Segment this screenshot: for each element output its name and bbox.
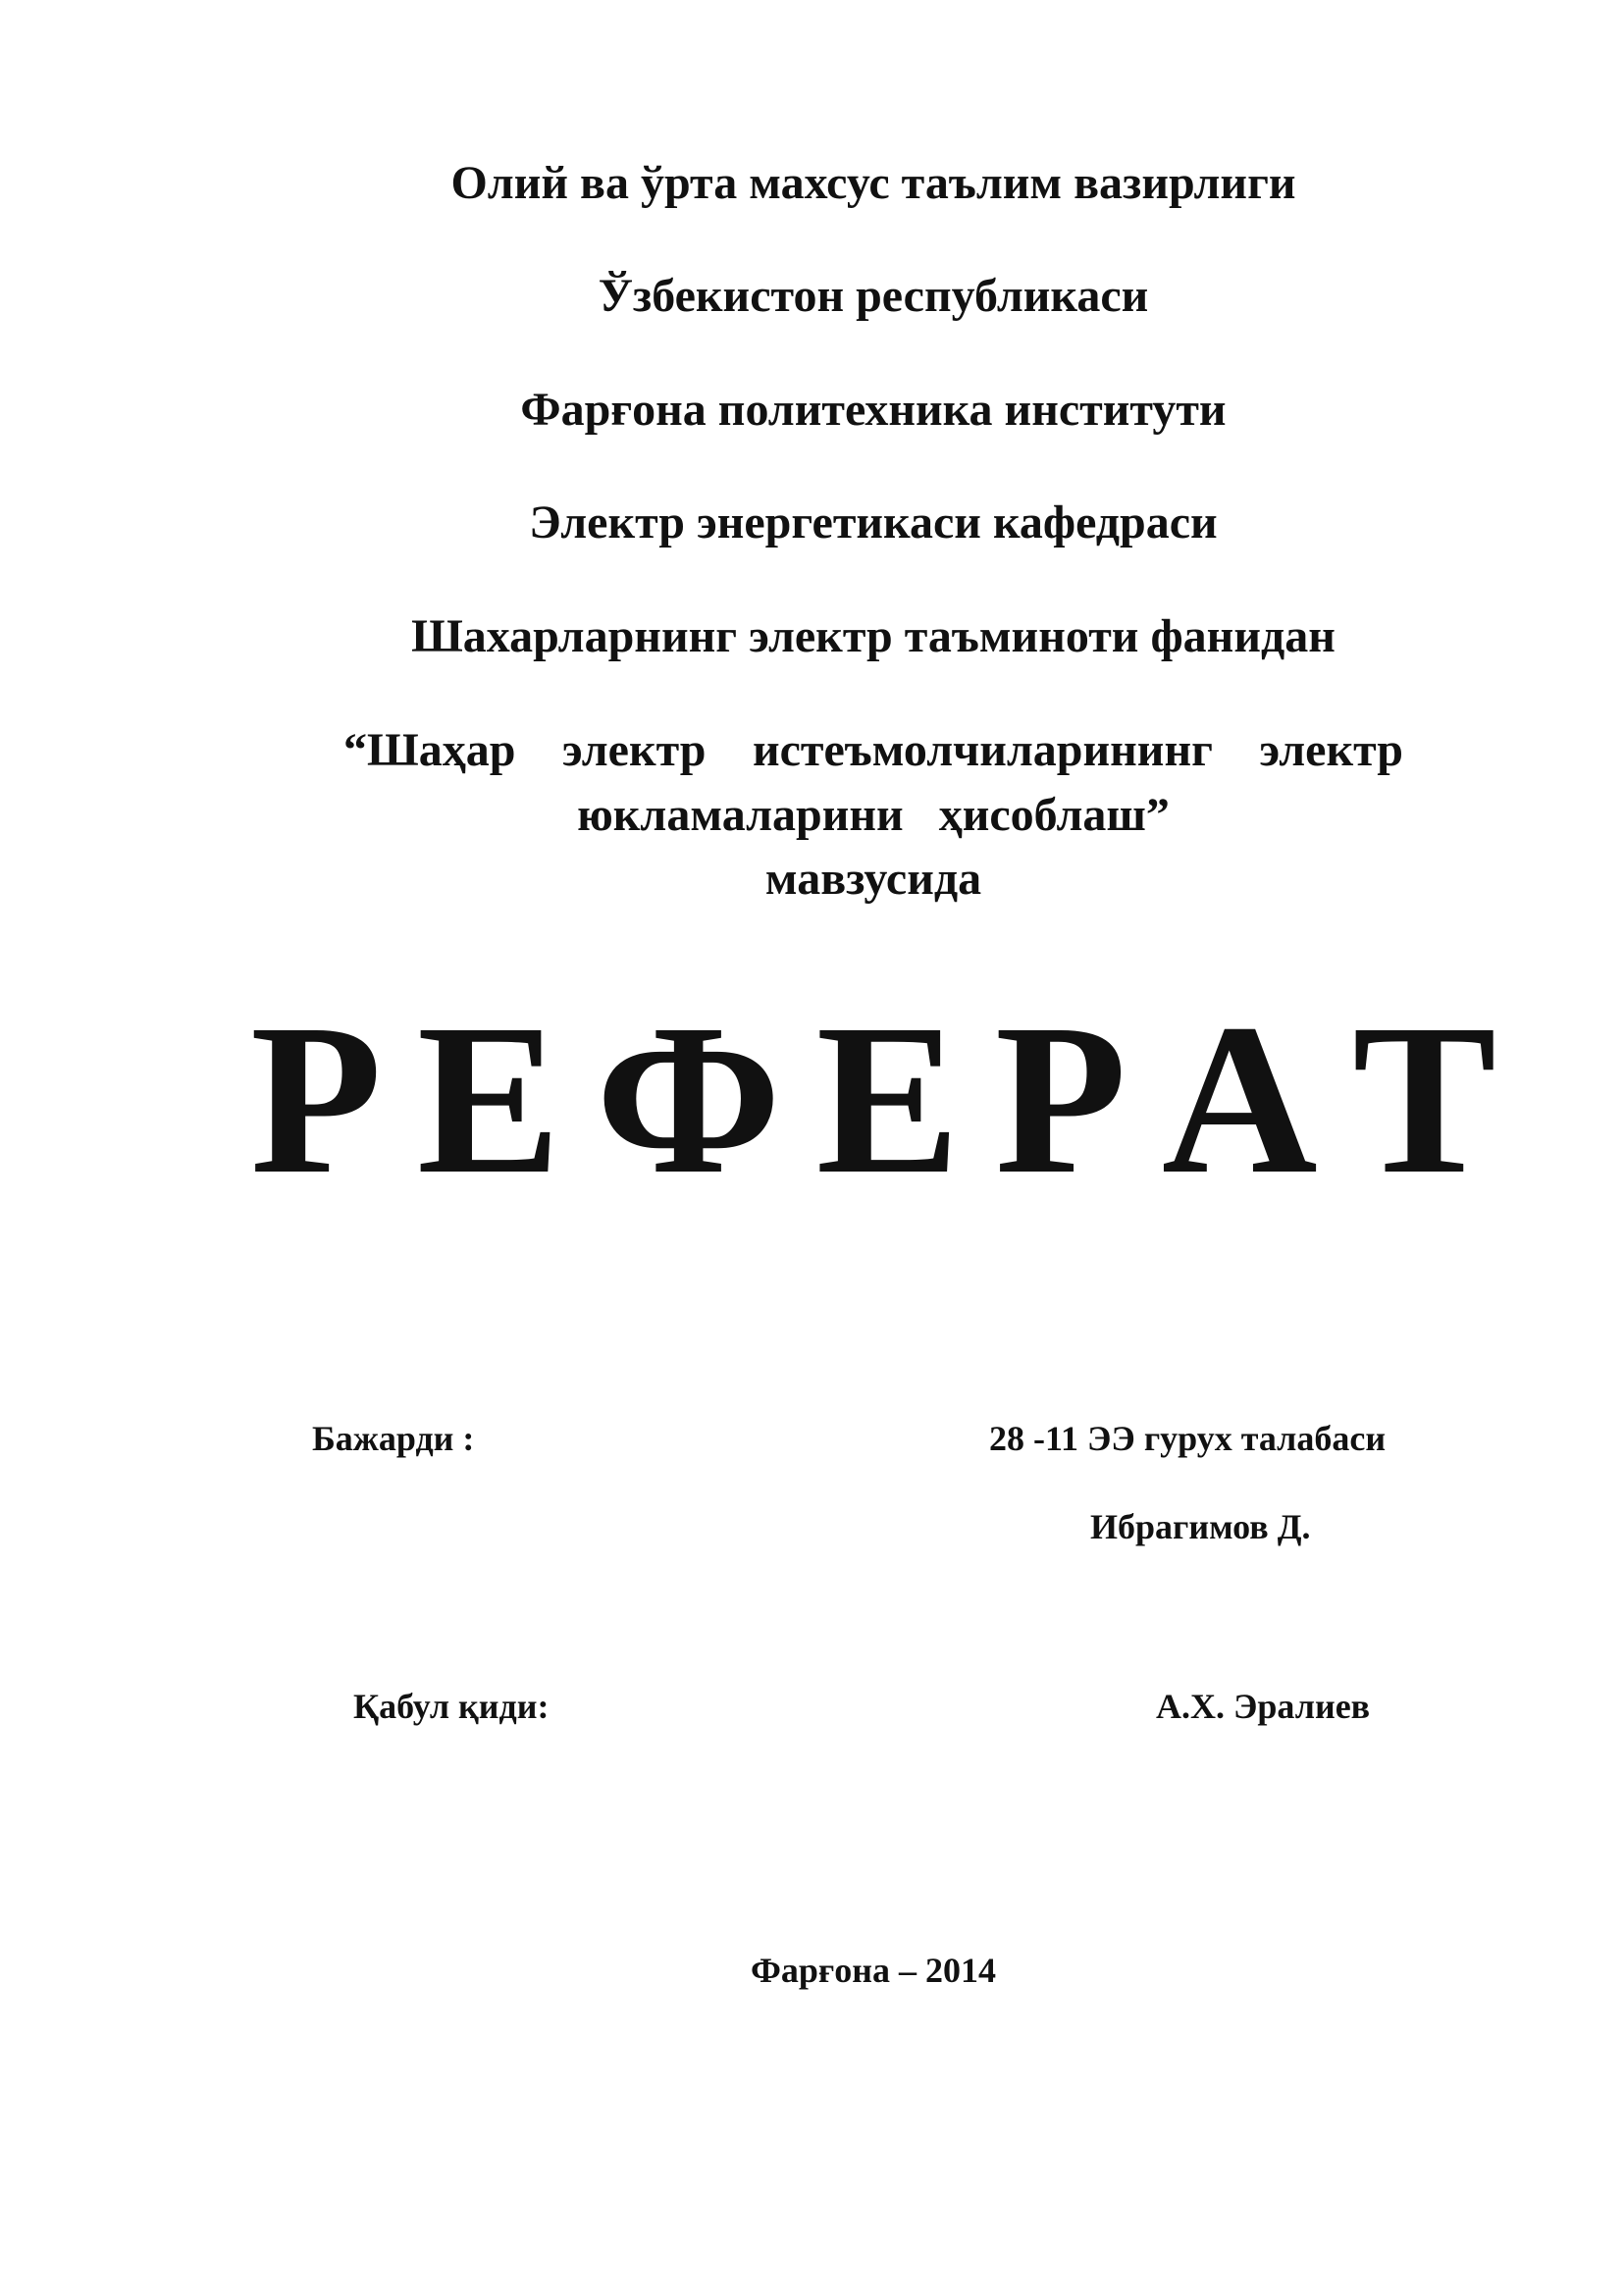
- done-by-label: Бажарди :: [312, 1419, 475, 1458]
- title-letter: А: [1161, 979, 1318, 1219]
- title-letter: Р: [250, 979, 383, 1219]
- city-year-footer: Фарғона – 2014: [750, 1951, 997, 1990]
- title-letter: Е: [815, 979, 961, 1219]
- teacher-name: А.Х. Эралиев: [1156, 1687, 1371, 1726]
- document-title: [250, 979, 1496, 1219]
- republic-heading: Ўзбекистон республикаси: [598, 270, 1149, 322]
- title-letter: Т: [1352, 979, 1496, 1219]
- topic-line-3: мавзусида: [764, 853, 982, 905]
- department-heading: Электр энергетикаси кафедраси: [529, 496, 1218, 548]
- topic-word: “Шаҳар: [343, 724, 516, 776]
- student-group: 28 -11 ЭЭ гурух талабаси: [989, 1419, 1387, 1458]
- topic-word: электр: [1259, 724, 1403, 776]
- institute-heading: Фарғона политехника институти: [520, 384, 1227, 436]
- title-letter: Р: [994, 979, 1127, 1219]
- accepted-by-label: Қабул қиди:: [353, 1687, 550, 1726]
- title-letter: Е: [416, 979, 561, 1219]
- topic-line-2: юкламаларини ҳисоблаш”: [577, 789, 1170, 841]
- topic-line-1: [343, 724, 1403, 776]
- subject-heading: Шахарларнинг электр таъминоти фанидан: [411, 610, 1336, 662]
- student-name: Ибрагимов Д.: [1090, 1507, 1311, 1546]
- title-letter: Ф: [596, 979, 782, 1219]
- topic-word: электр: [561, 724, 707, 776]
- topic-word: истеъмолчиларининг: [752, 724, 1213, 776]
- ministry-heading: Олий ва ўрта махсус таълим вазирлиги: [450, 157, 1296, 209]
